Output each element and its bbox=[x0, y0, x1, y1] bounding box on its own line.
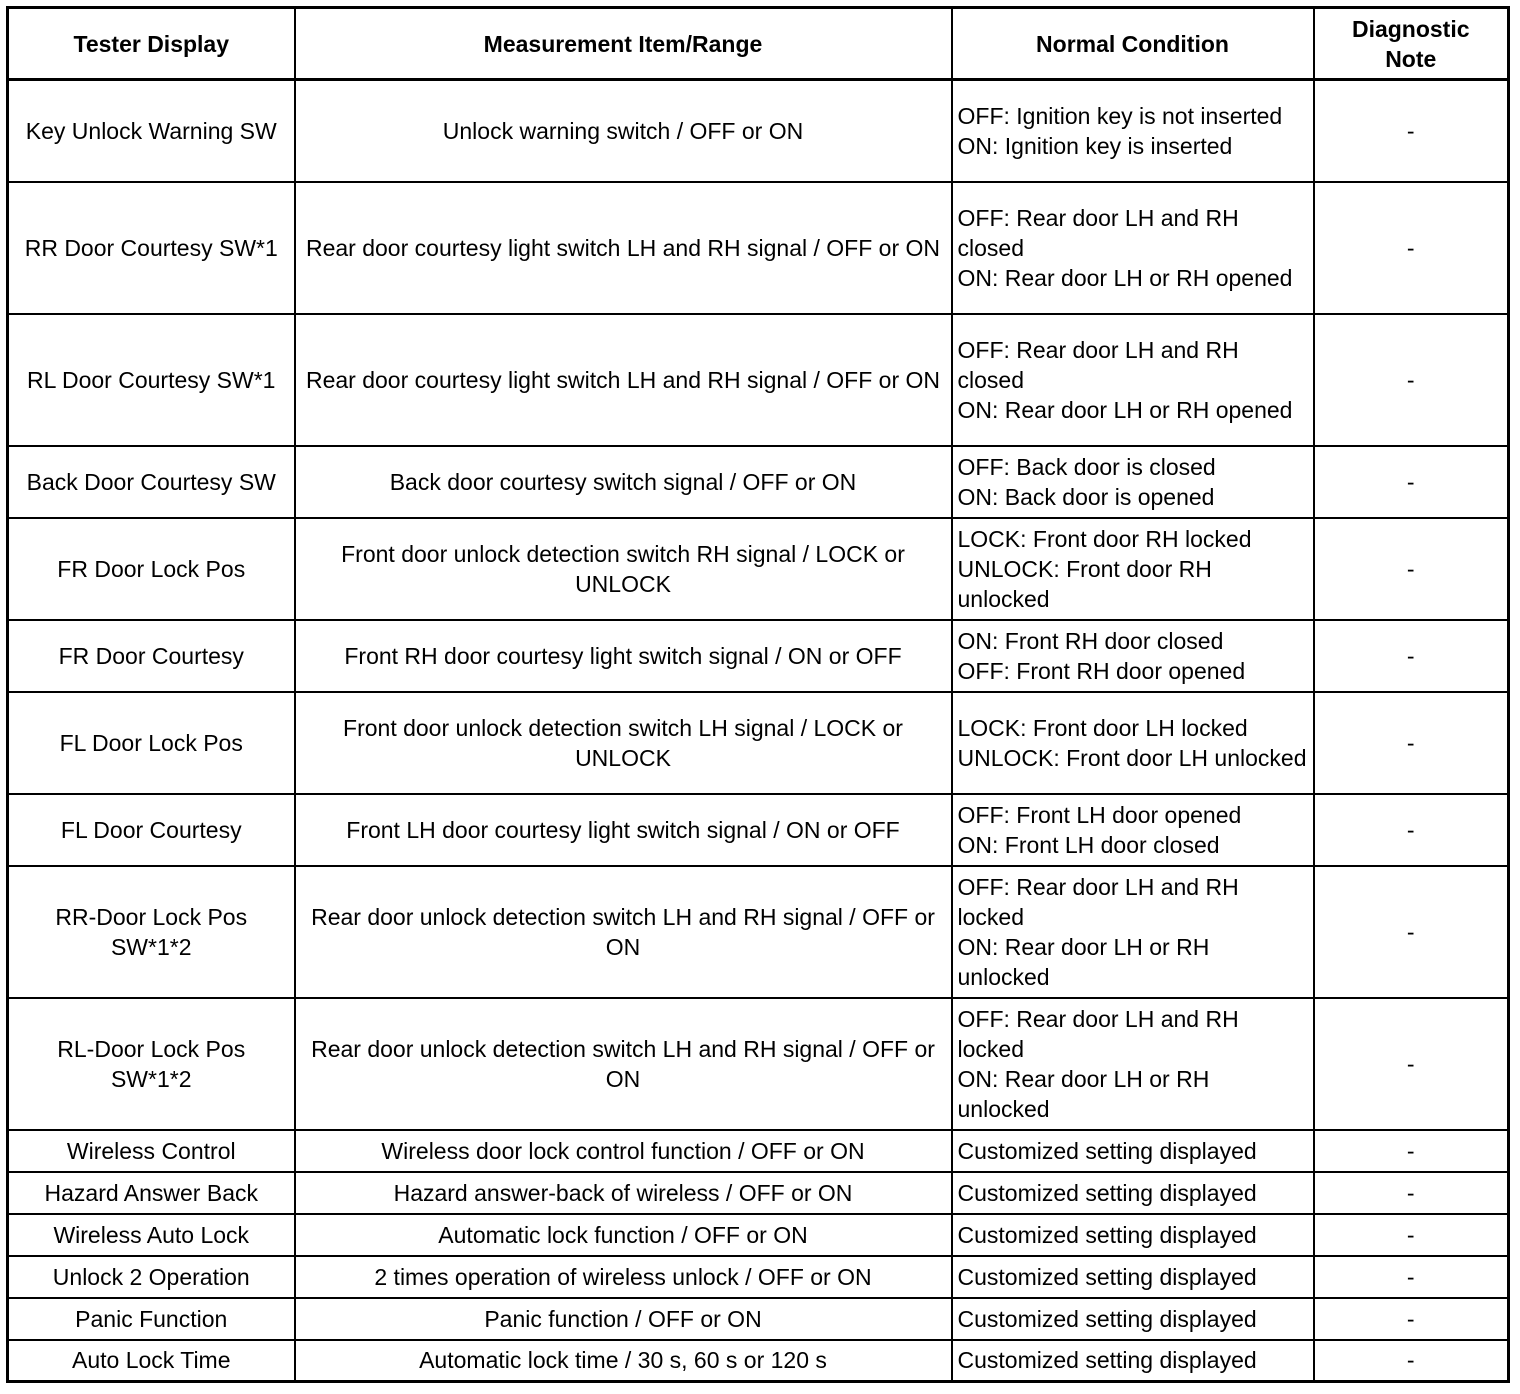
normal-condition-line: Customized setting displayed bbox=[957, 1305, 1257, 1332]
normal-condition-cell bbox=[952, 1130, 1314, 1172]
normal-condition-line: Customized setting displayed bbox=[957, 1179, 1257, 1206]
table-row bbox=[8, 692, 1509, 794]
normal-condition-cell bbox=[952, 1172, 1314, 1214]
diagnostic-note-cell: - bbox=[1314, 518, 1509, 620]
table-row bbox=[8, 80, 1509, 182]
table-body bbox=[8, 80, 1509, 1382]
table-row bbox=[8, 182, 1509, 314]
normal-condition-cell bbox=[952, 314, 1314, 446]
diagnostic-note-cell: - bbox=[1314, 1256, 1509, 1298]
table-row bbox=[8, 620, 1509, 692]
table-row bbox=[8, 794, 1509, 866]
tester-display-cell: Back Door Courtesy SW bbox=[8, 446, 295, 518]
normal-condition-line: ON: Back door is opened bbox=[957, 483, 1215, 510]
normal-condition-line: ON: Front RH door closed bbox=[957, 627, 1224, 654]
normal-condition-line: OFF: Back door is closed bbox=[957, 453, 1216, 480]
tester-display-cell: RR Door Courtesy SW*1 bbox=[8, 182, 295, 314]
normal-condition-line: ON: Front LH door closed bbox=[957, 831, 1220, 858]
normal-condition-line: OFF: Front LH door opened bbox=[957, 801, 1242, 828]
measurement-item-cell: Front LH door courtesy light switch signal / ON or OFF bbox=[295, 794, 952, 866]
measurement-item-cell: Rear door unlock detection switch LH and RH signal / OFF or ON bbox=[295, 866, 952, 998]
measurement-item-cell: Hazard answer-back of wireless / OFF or ON bbox=[295, 1172, 952, 1214]
normal-condition-line: ON: Rear door LH or RH opened bbox=[957, 264, 1293, 291]
normal-condition-cell bbox=[952, 692, 1314, 794]
normal-condition-line: OFF: Ignition key is not inserted bbox=[957, 102, 1283, 129]
normal-condition-line: UNLOCK: Front door LH unlocked bbox=[957, 744, 1307, 771]
table-row bbox=[8, 1214, 1509, 1256]
header-tester-display: Tester Display bbox=[8, 8, 295, 80]
diagnostic-note-cell: - bbox=[1314, 866, 1509, 998]
diagnostic-note-cell: - bbox=[1314, 1130, 1509, 1172]
diagnostic-note-cell: - bbox=[1314, 1172, 1509, 1214]
normal-condition-cell bbox=[952, 182, 1314, 314]
diagnostic-note-cell: - bbox=[1314, 1340, 1509, 1382]
diagnostic-note-cell: - bbox=[1314, 1298, 1509, 1340]
normal-condition-cell bbox=[952, 80, 1314, 182]
normal-condition-cell bbox=[952, 794, 1314, 866]
tester-display-cell: Auto Lock Time bbox=[8, 1340, 295, 1382]
table-row bbox=[8, 998, 1509, 1130]
measurement-item-cell: Front RH door courtesy light switch signal / ON or OFF bbox=[295, 620, 952, 692]
normal-condition-line: OFF: Rear door LH and RH closed bbox=[957, 204, 1239, 261]
diagnostic-note-cell: - bbox=[1314, 80, 1509, 182]
measurement-item-cell: Rear door courtesy light switch LH and RH signal / OFF or ON bbox=[295, 182, 952, 314]
normal-condition-line: ON: Rear door LH or RH unlocked bbox=[957, 933, 1210, 990]
table-header bbox=[8, 8, 1509, 80]
normal-condition-line: UNLOCK: Front door RH unlocked bbox=[957, 555, 1212, 612]
tester-display-cell: Panic Function bbox=[8, 1298, 295, 1340]
diagnostic-note-cell: - bbox=[1314, 620, 1509, 692]
normal-condition-line: LOCK: Front door RH locked bbox=[957, 525, 1252, 552]
table-row bbox=[8, 1298, 1509, 1340]
header-diagnostic-note-label: Diagnostic Note bbox=[1351, 15, 1470, 72]
header-diagnostic-note bbox=[1314, 8, 1509, 80]
measurement-item-cell: Front door unlock detection switch LH signal / LOCK or UNLOCK bbox=[295, 692, 952, 794]
tester-display-cell: RL Door Courtesy SW*1 bbox=[8, 314, 295, 446]
normal-condition-cell bbox=[952, 1214, 1314, 1256]
diagnostic-note-cell: - bbox=[1314, 314, 1509, 446]
table-row bbox=[8, 866, 1509, 998]
table-row bbox=[8, 1340, 1509, 1382]
normal-condition-cell bbox=[952, 1298, 1314, 1340]
table-row bbox=[8, 1256, 1509, 1298]
measurement-item-cell: Rear door courtesy light switch LH and RH signal / OFF or ON bbox=[295, 314, 952, 446]
normal-condition-line: OFF: Rear door LH and RH locked bbox=[957, 873, 1239, 930]
table-row bbox=[8, 518, 1509, 620]
measurement-item-cell: Unlock warning switch / OFF or ON bbox=[295, 80, 952, 182]
data-list-table bbox=[6, 6, 1510, 1383]
diagnostic-note-cell: - bbox=[1314, 446, 1509, 518]
normal-condition-cell bbox=[952, 1256, 1314, 1298]
measurement-item-cell: Front door unlock detection switch RH signal / LOCK or UNLOCK bbox=[295, 518, 952, 620]
normal-condition-cell bbox=[952, 620, 1314, 692]
normal-condition-cell bbox=[952, 866, 1314, 998]
normal-condition-line: OFF: Front RH door opened bbox=[957, 657, 1246, 684]
diagnostic-note-cell: - bbox=[1314, 1214, 1509, 1256]
measurement-item-cell: Rear door unlock detection switch LH and RH signal / OFF or ON bbox=[295, 998, 952, 1130]
measurement-item-cell: Automatic lock time / 30 s, 60 s or 120 s bbox=[295, 1340, 952, 1382]
normal-condition-cell bbox=[952, 998, 1314, 1130]
tester-display-cell: FR Door Lock Pos bbox=[8, 518, 295, 620]
normal-condition-line: ON: Ignition key is inserted bbox=[957, 132, 1233, 159]
diagnostic-note-cell: - bbox=[1314, 692, 1509, 794]
tester-display-cell: Wireless Auto Lock bbox=[8, 1214, 295, 1256]
table-row bbox=[8, 1172, 1509, 1214]
table-row bbox=[8, 1130, 1509, 1172]
tester-display-cell: Unlock 2 Operation bbox=[8, 1256, 295, 1298]
table-row bbox=[8, 314, 1509, 446]
normal-condition-line: LOCK: Front door LH locked bbox=[957, 714, 1248, 741]
header-measurement-item: Measurement Item/Range bbox=[295, 8, 952, 80]
normal-condition-line: OFF: Rear door LH and RH locked bbox=[957, 1005, 1239, 1062]
normal-condition-line: ON: Rear door LH or RH unlocked bbox=[957, 1065, 1210, 1122]
diagnostic-note-cell: - bbox=[1314, 794, 1509, 866]
diagnostic-note-cell: - bbox=[1314, 998, 1509, 1130]
measurement-item-cell: Wireless door lock control function / OFF or ON bbox=[295, 1130, 952, 1172]
measurement-item-cell: Panic function / OFF or ON bbox=[295, 1298, 952, 1340]
normal-condition-line: Customized setting displayed bbox=[957, 1221, 1257, 1248]
measurement-item-cell: Back door courtesy switch signal / OFF or ON bbox=[295, 446, 952, 518]
normal-condition-line: ON: Rear door LH or RH opened bbox=[957, 396, 1293, 423]
tester-display-cell: Hazard Answer Back bbox=[8, 1172, 295, 1214]
normal-condition-cell bbox=[952, 518, 1314, 620]
header-normal-condition: Normal Condition bbox=[952, 8, 1314, 80]
tester-display-cell: RR-Door Lock Pos SW*1*2 bbox=[8, 866, 295, 998]
normal-condition-line: Customized setting displayed bbox=[957, 1263, 1257, 1290]
diagnostic-note-cell: - bbox=[1314, 182, 1509, 314]
measurement-item-cell: 2 times operation of wireless unlock / OFF or ON bbox=[295, 1256, 952, 1298]
tester-display-cell: FL Door Courtesy bbox=[8, 794, 295, 866]
normal-condition-cell bbox=[952, 1340, 1314, 1382]
tester-display-cell: FL Door Lock Pos bbox=[8, 692, 295, 794]
header-row bbox=[8, 8, 1509, 80]
normal-condition-line: Customized setting displayed bbox=[957, 1137, 1257, 1164]
normal-condition-line: OFF: Rear door LH and RH closed bbox=[957, 336, 1239, 393]
tester-display-cell: Wireless Control bbox=[8, 1130, 295, 1172]
normal-condition-cell bbox=[952, 446, 1314, 518]
tester-display-cell: FR Door Courtesy bbox=[8, 620, 295, 692]
tester-display-cell: RL-Door Lock Pos SW*1*2 bbox=[8, 998, 295, 1130]
table-container bbox=[6, 6, 1510, 1383]
normal-condition-line: Customized setting displayed bbox=[957, 1347, 1257, 1374]
measurement-item-cell: Automatic lock function / OFF or ON bbox=[295, 1214, 952, 1256]
tester-display-cell: Key Unlock Warning SW bbox=[8, 80, 295, 182]
table-row bbox=[8, 446, 1509, 518]
